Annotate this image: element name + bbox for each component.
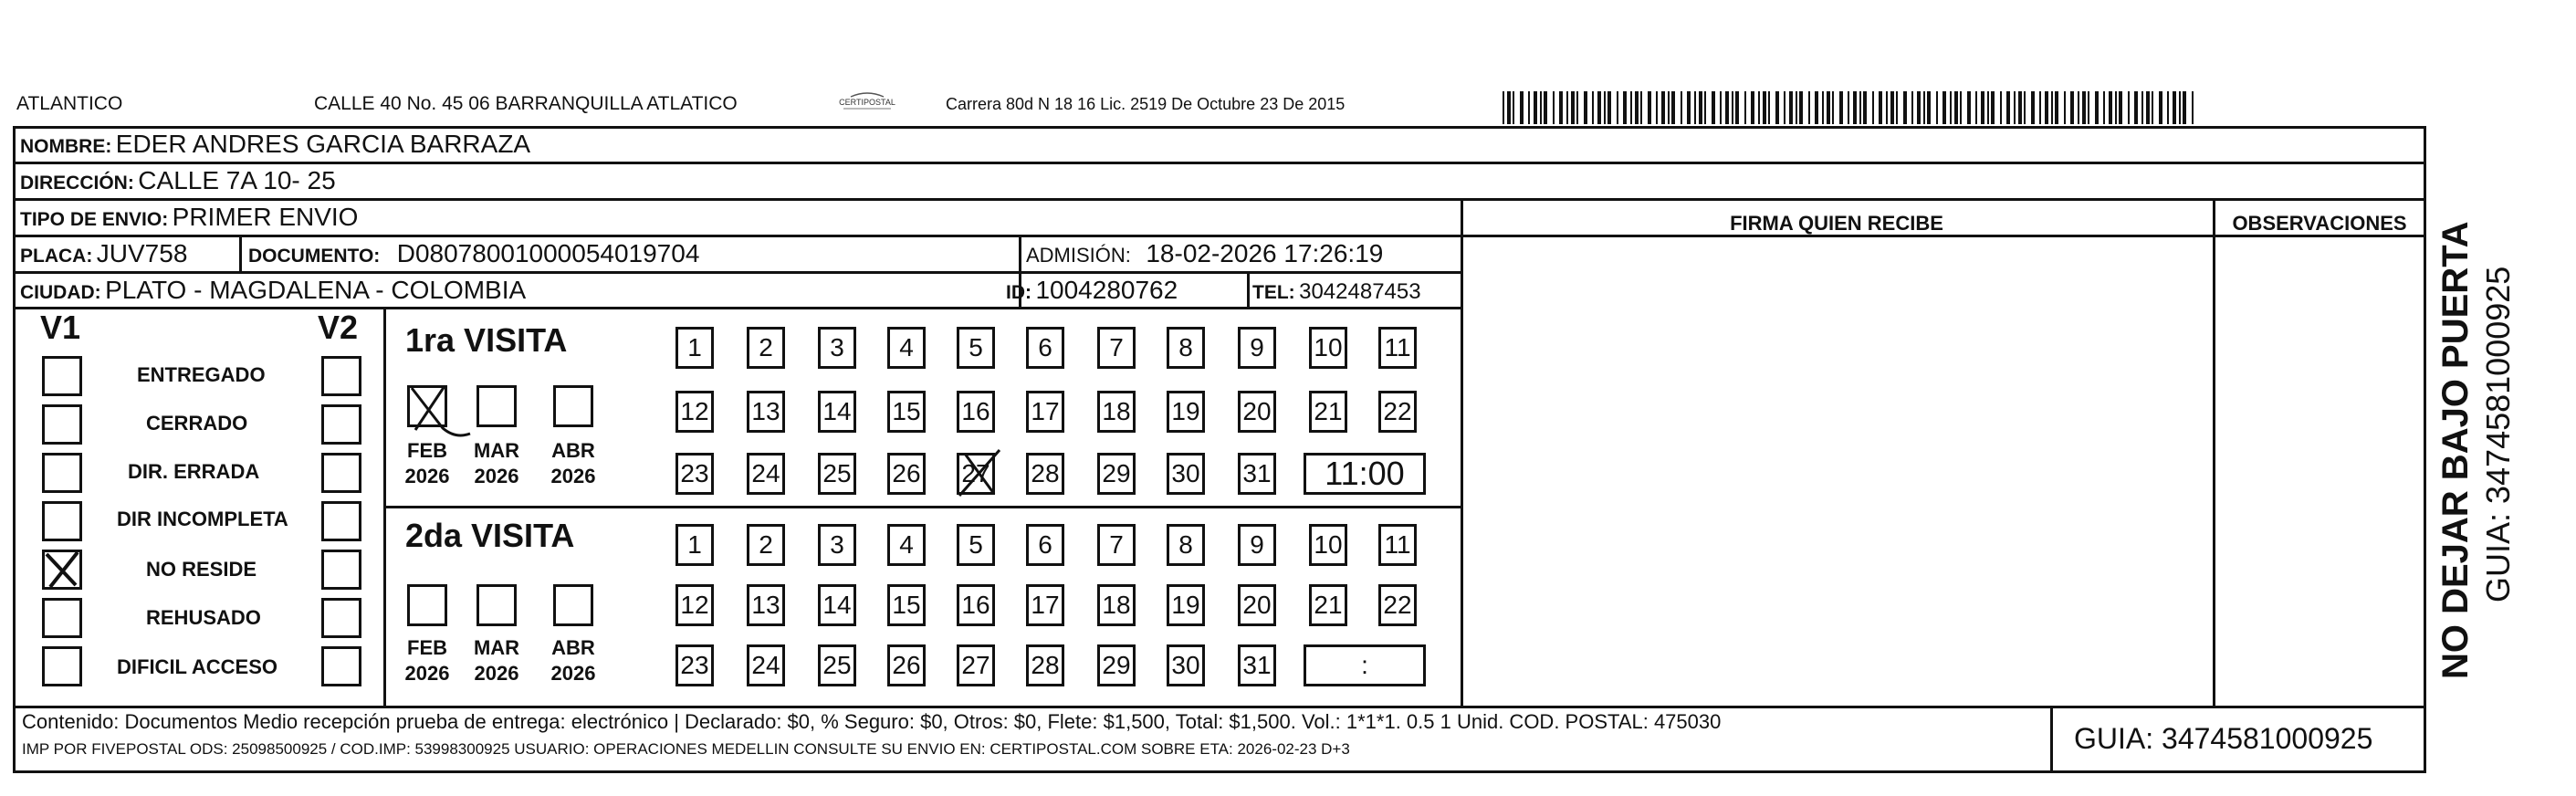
placa-label: PLACA: [20, 246, 93, 267]
day-box[interactable]: 2 [747, 524, 785, 566]
placa-value: JUV758 [96, 239, 188, 267]
status-option-label: REHUSADO [146, 606, 261, 629]
day-box[interactable]: 4 [887, 327, 926, 369]
admision-label: ADMISIÓN: [1026, 244, 1131, 267]
v2-checkbox[interactable] [321, 356, 361, 396]
day-box[interactable]: 1 [675, 327, 714, 369]
v1-checkbox[interactable] [42, 404, 82, 445]
firma-header: FIRMA QUIEN RECIBE [1730, 212, 1943, 235]
guia-footer: GUIA: 3474581000925 [2074, 722, 2373, 755]
observaciones-header: OBSERVACIONES [2232, 212, 2407, 235]
month-checkbox[interactable] [476, 584, 517, 626]
day-box[interactable]: 12 [675, 584, 714, 626]
day-box[interactable]: 15 [887, 584, 926, 626]
direccion-value: CALLE 7A 10- 25 [138, 166, 336, 194]
v1-checkbox[interactable] [42, 646, 82, 686]
day-box[interactable]: 20 [1238, 584, 1276, 626]
tipo-row [20, 204, 358, 230]
v2-label: V2 [318, 309, 359, 346]
day-box[interactable]: 17 [1026, 584, 1064, 626]
day-box[interactable]: 28 [1026, 453, 1064, 495]
ciudad-label: CIUDAD: [20, 282, 101, 303]
v1-checkbox[interactable] [42, 453, 82, 493]
day-box[interactable]: 11 [1378, 524, 1417, 566]
month-label: FEB 2026 [404, 636, 450, 685]
day-box[interactable]: 16 [957, 584, 995, 626]
day-box[interactable]: 25 [818, 644, 856, 686]
day-box[interactable]: 30 [1167, 644, 1205, 686]
first-visit-title: 1ra VISITA [405, 321, 568, 359]
tel-label: TEL: [1252, 282, 1295, 303]
direccion-row [20, 168, 336, 194]
day-box[interactable]: 18 [1097, 584, 1136, 626]
day-box[interactable]: 18 [1097, 391, 1136, 433]
day-box[interactable]: 26 [887, 453, 926, 495]
day-box[interactable]: 21 [1309, 584, 1347, 626]
v2-checkbox[interactable] [321, 453, 361, 493]
barcode [1503, 91, 2196, 124]
license-text: Carrera 80d N 18 16 Lic. 2519 De Octubre 23 De 2015 [946, 95, 1346, 113]
time-box[interactable]: : [1304, 644, 1426, 686]
day-box[interactable]: 10 [1309, 327, 1347, 369]
id-label: ID: [1006, 282, 1031, 303]
v1-checkbox[interactable] [42, 550, 82, 590]
day-box[interactable]: 23 [675, 644, 714, 686]
day-box[interactable]: 1 [675, 524, 714, 566]
nombre-row [20, 131, 530, 157]
status-option-label: DIR INCOMPLETA [117, 508, 288, 530]
day-box[interactable]: 4 [887, 524, 926, 566]
id-row [1006, 278, 1178, 303]
direccion-label: DIRECCIÓN: [20, 173, 134, 194]
id-value: 1004280762 [1035, 276, 1178, 304]
v2-checkbox[interactable] [321, 646, 361, 686]
day-box[interactable]: 6 [1026, 524, 1064, 566]
contenido-text: Contenido: Documentos Medio recepción prueba de entrega: electrónico | Declarado: $0, % Seguro: $0, Otros: $0, Flete: $1,500, Total: $1,500. Vol.: 1*1*1. 0.5 1 Unid. COD. POSTAL: 475030 [22, 710, 1722, 733]
day-box[interactable]: 7 [1097, 327, 1136, 369]
status-option-label: DIFICIL ACCESO [117, 655, 278, 678]
tel-value: 3042487453 [1299, 279, 1421, 304]
sender-address: CALLE 40 No. 45 06 BARRANQUILLA ATLATICO [314, 93, 738, 114]
month-checkbox[interactable] [407, 584, 447, 626]
v1-checkbox[interactable] [42, 356, 82, 396]
day-box[interactable]: 25 [818, 453, 856, 495]
day-box[interactable]: 15 [887, 391, 926, 433]
day-box[interactable]: 3 [818, 524, 856, 566]
admision-value: 18-02-2026 17:26:19 [1146, 239, 1384, 267]
nombre-value: EDER ANDRES GARCIA BARRAZA [115, 130, 531, 158]
month-label: ABR 2026 [550, 636, 596, 685]
day-box[interactable]: 28 [1026, 644, 1064, 686]
status-option-label: ENTREGADO [137, 363, 266, 386]
tipo-value: PRIMER ENVIO [172, 203, 359, 231]
day-box[interactable]: 9 [1238, 327, 1276, 369]
certipostal-logo [831, 91, 904, 111]
region-label: ATLANTICO [16, 93, 123, 114]
day-box[interactable]: 5 [957, 327, 995, 369]
day-box[interactable]: 27 [957, 453, 995, 495]
time-box[interactable]: 11:00 [1304, 453, 1426, 495]
day-box[interactable]: 5 [957, 524, 995, 566]
day-box[interactable]: 13 [747, 584, 785, 626]
admision-row [1026, 241, 1383, 267]
documento-label: DOCUMENTO: [248, 246, 381, 267]
ciudad-row [20, 278, 526, 303]
tel-row [1252, 281, 1421, 303]
nombre-label: NOMBRE: [20, 136, 112, 157]
month-label: ABR 2026 [550, 439, 596, 487]
day-box[interactable]: 7 [1097, 524, 1136, 566]
day-box[interactable]: 12 [675, 391, 714, 433]
day-box[interactable]: 3 [818, 327, 856, 369]
v2-checkbox[interactable] [321, 598, 361, 638]
v1-checkbox[interactable] [42, 501, 82, 541]
day-box[interactable]: 8 [1167, 327, 1205, 369]
v2-checkbox[interactable] [321, 404, 361, 445]
placa-row [20, 241, 187, 267]
day-box[interactable]: 13 [747, 391, 785, 433]
day-box[interactable]: 29 [1097, 644, 1136, 686]
status-option-label: DIR. ERRADA [128, 460, 260, 483]
day-box[interactable]: 22 [1378, 391, 1417, 433]
day-box[interactable]: 10 [1309, 524, 1347, 566]
day-box[interactable]: 30 [1167, 453, 1205, 495]
documento-row [248, 241, 699, 267]
v1-label: V1 [40, 309, 81, 346]
day-box[interactable]: 17 [1026, 391, 1064, 433]
day-box[interactable]: 9 [1238, 524, 1276, 566]
v2-checkbox[interactable] [321, 550, 361, 590]
day-box[interactable]: 14 [818, 391, 856, 433]
v2-checkbox[interactable] [321, 501, 361, 541]
day-box[interactable]: 27 [957, 644, 995, 686]
day-box[interactable]: 21 [1309, 391, 1347, 433]
day-box[interactable]: 6 [1026, 327, 1064, 369]
day-box[interactable]: 20 [1238, 391, 1276, 433]
day-box[interactable]: 19 [1167, 391, 1205, 433]
day-box[interactable]: 11 [1378, 327, 1417, 369]
day-box[interactable]: 26 [887, 644, 926, 686]
tipo-label: TIPO DE ENVIO: [20, 209, 169, 230]
v1-checkbox[interactable] [42, 598, 82, 638]
month-label: FEB 2026 [404, 439, 450, 487]
month-label: MAR 2026 [473, 636, 520, 685]
day-box[interactable]: 31 [1238, 644, 1276, 686]
month-checkbox[interactable] [553, 584, 593, 626]
status-option-label: CERRADO [146, 412, 248, 435]
second-visit-title: 2da VISITA [405, 517, 575, 554]
svg-text:CERTIPOSTAL: CERTIPOSTAL [839, 98, 895, 107]
month-checkbox[interactable] [407, 385, 447, 427]
day-box[interactable]: 8 [1167, 524, 1205, 566]
month-checkbox[interactable] [476, 385, 517, 427]
imp-text: IMP POR FIVEPOSTAL ODS: 25098500925 / COD.IMP: 53998300925 USUARIO: OPERACIONES MEDELLIN CONSULTE SU ENVIO EN: CERTIPOSTAL.COM SOBRE ETA: 2026-02-23 D+3 [22, 740, 1350, 758]
day-box[interactable]: 2 [747, 327, 785, 369]
side-guia: GUIA: 3474581000925 [2479, 266, 2517, 602]
day-box[interactable]: 22 [1378, 584, 1417, 626]
day-box[interactable]: 31 [1238, 453, 1276, 495]
day-box[interactable]: 16 [957, 391, 995, 433]
day-box[interactable]: 24 [747, 644, 785, 686]
day-box[interactable]: 24 [747, 453, 785, 495]
documento-value: D08078001000054019704 [396, 239, 700, 267]
ciudad-value: PLATO - MAGDALENA - COLOMBIA [105, 276, 527, 304]
status-option-label: NO RESIDE [146, 558, 257, 581]
day-box[interactable]: 19 [1167, 584, 1205, 626]
day-box[interactable]: 29 [1097, 453, 1136, 495]
day-box[interactable]: 14 [818, 584, 856, 626]
month-checkbox[interactable] [553, 385, 593, 427]
side-warning: NO DEJAR BAJO PUERTA [2435, 221, 2476, 679]
day-box[interactable]: 23 [675, 453, 714, 495]
month-label: MAR 2026 [473, 439, 520, 487]
